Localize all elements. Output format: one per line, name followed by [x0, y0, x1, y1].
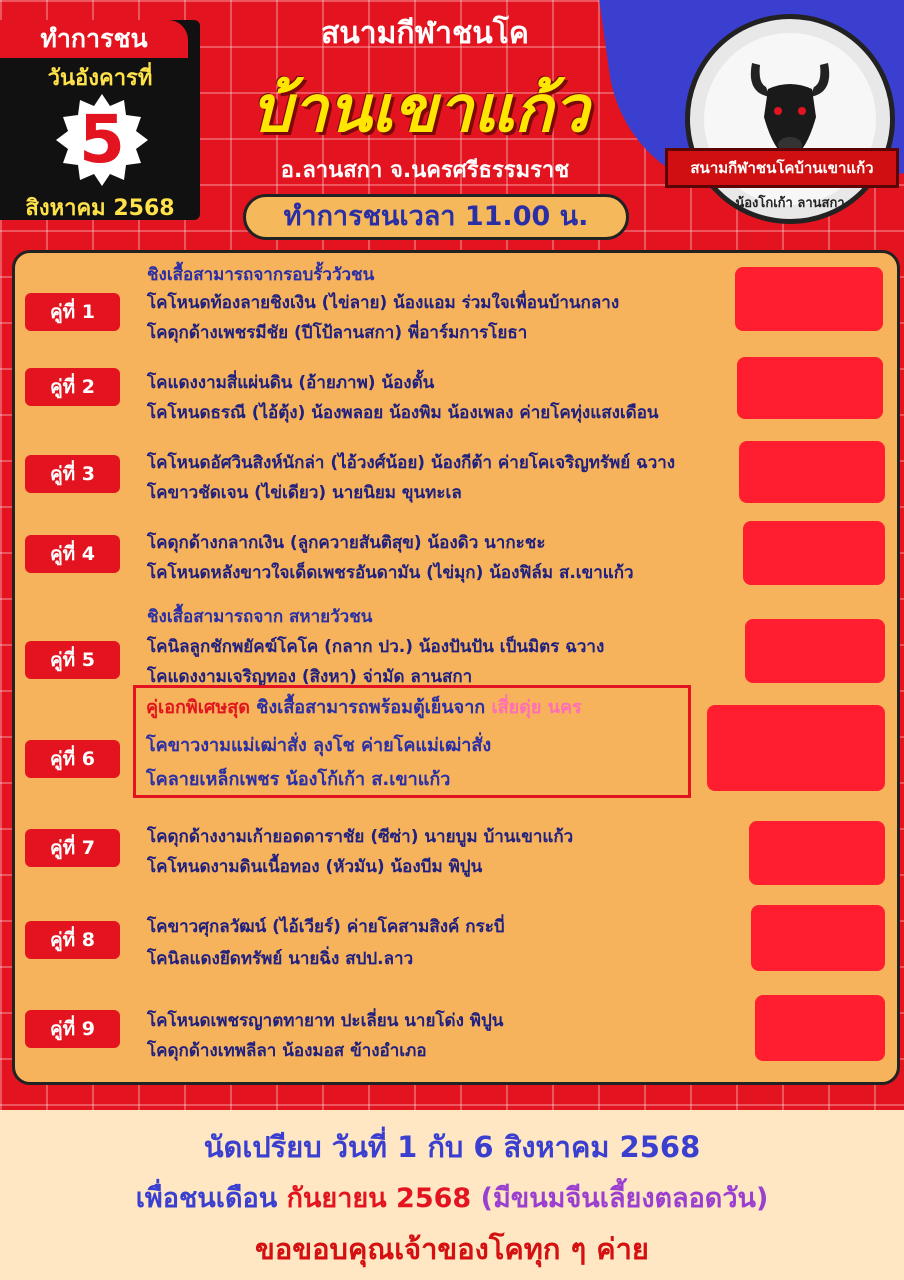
- pair-2-line-1: โคแดงงามสี่แผ่นดิน (อ้ายภาพ) น้องตั้น: [147, 373, 435, 393]
- pair-label-1: คู่ที่ 1: [25, 293, 120, 331]
- pair-label-9: คู่ที่ 9: [25, 1010, 120, 1048]
- redacted-block-7: [749, 821, 885, 885]
- pair-label-2: คู่ที่ 2: [25, 368, 120, 406]
- pair-1-line-1: โคโหนดท้องลายชิงเงิน (ไข่ลาย) น้องแอม ร่วมใจเพื่อนบ้านกลาง: [147, 293, 620, 313]
- pair-3-line-2: โคขาวชัดเจน (ไข่เดียว) นายนิยม ขุนทะเล: [147, 483, 462, 503]
- pair-1-line-2: โคดุกด้างเพชรมีชัย (ปีโป้ลานสกา) พี่อาร์มการโยธา: [147, 323, 528, 343]
- footer-banner: [0, 1110, 904, 1280]
- title-location: อ.ลานสกา จ.นครศรีธรรมราช: [280, 158, 570, 183]
- redacted-block-2: [737, 357, 883, 419]
- pair-label-7: คู่ที่ 7: [25, 829, 120, 867]
- redacted-block-5: [745, 619, 885, 683]
- footer-thanks: ขอขอบคุณเจ้าของโคทุก ๆ ค่าย: [255, 1232, 649, 1266]
- footer-next-event-note: (มีขนมจีนเลี้ยงตลอดวัน): [471, 1183, 769, 1214]
- pair-2-line-2: โคโหนดธรณี (ไอ้ตุ้ง) น้องพลอย น้องพิม น้องเพลง ค่ายโคทุ่งแสงเดือน: [147, 403, 659, 423]
- pair-3-line-1: โคโหนดอัศวินสิงห์นักล่า (ไอ้วงศ์น้อย) น้องกีต้า ค่ายโคเจริญทรัพย์ ฉวาง: [147, 453, 676, 473]
- title-main: บ้านเขาแก้ว: [251, 73, 589, 147]
- pair-label-3: คู่ที่ 3: [25, 455, 120, 493]
- date-number-seal: [54, 92, 150, 188]
- event-time-pill: ทำการชนเวลา 11.00 น.: [243, 194, 629, 240]
- footer-next-event-month: กันยายน 2568: [286, 1183, 472, 1214]
- featured-match-prize: ชิงเสื้อสามารถพร้อมตู้เย็นจาก: [249, 697, 492, 718]
- date-badge-day-label: วันอังคารที่: [47, 66, 153, 91]
- date-badge: [0, 20, 200, 220]
- title-top: สนามกีฬาชนโค: [320, 16, 529, 51]
- date-badge-header: ทำการชน: [0, 20, 188, 58]
- redacted-block-6: [707, 705, 885, 791]
- pair-5-line-2: โคแดงงามเจริญทอง (สิงหา) จ่ามัด ลานสกา: [147, 667, 473, 687]
- pair-6-line-1: โคขาวงามแม่เฒ่าสั่ง ลุงโช ค่ายโคแม่เฒ่าสั่ง: [146, 735, 492, 756]
- section-title-2: ชิงเสื้อสามารถจาก สหายวัวชน: [147, 607, 373, 627]
- featured-match-box: [133, 685, 691, 798]
- pair-6-line-2: โคลายเหล็กเพชร น้องโก้เก้า ส.เขาแก้ว: [146, 769, 451, 790]
- logo-bottom-text: น้องโกเก้า ลานสกา: [735, 196, 845, 211]
- featured-match-sponsor: เสี่ยดุ่ย นคร: [491, 697, 582, 718]
- date-badge-month-year: สิงหาคม 2568: [25, 196, 175, 221]
- logo-ribbon: สนามกีฬาชนโคบ้านเขาแก้ว: [665, 148, 899, 188]
- pair-8-line-1: โคขาวศุกลวัฒน์ (ไอ้เวียร์) ค่ายโคสามสิงค์ กระบี่: [147, 917, 505, 937]
- redacted-block-9: [755, 995, 885, 1061]
- footer-weigh-in-dates: นัดเปรียบ วันที่ 1 กับ 6 สิงหาคม 2568: [203, 1130, 701, 1164]
- redacted-block-8: [751, 905, 885, 971]
- pair-7-line-1: โคดุกด้างงามเก้ายอดดาราชัย (ซีซ่า) นายบูม บ้านเขาแก้ว: [147, 827, 574, 847]
- pair-label-8: คู่ที่ 8: [25, 921, 120, 959]
- section-title-1: ชิงเสื้อสามารถจากรอบรั้ววัวชน: [147, 265, 375, 285]
- featured-match-header: [146, 692, 582, 721]
- bull-head-icon: [744, 53, 836, 163]
- redacted-block-1: [735, 267, 883, 331]
- pair-4-line-2: โคโหนดหลังขาวใจเด็ดเพชรอันดามัน (ไข่มุก) น้องฟิล์ม ส.เขาแก้ว: [147, 563, 634, 583]
- pair-5-line-1: โคนิลลูกชักพยัคฆ์โคโค (กลาก ปว.) น้องปันปัน เป็นมิตร ฉวาง: [147, 637, 605, 657]
- pair-label-5: คู่ที่ 5: [25, 641, 120, 679]
- featured-match-tag: คู่เอกพิเศษสุด: [146, 697, 250, 718]
- redacted-block-4: [743, 521, 885, 585]
- pair-9-line-2: โคดุกด้างเทพลีลา น้องมอส ข้างอำเภอ: [147, 1041, 427, 1061]
- match-list-panel: [12, 250, 900, 1085]
- date-day-number: 5: [79, 101, 125, 178]
- footer-next-event-prefix: เพื่อชนเดือน: [135, 1183, 287, 1214]
- redacted-block-3: [739, 441, 885, 503]
- pair-7-line-2: โคโหนดงามดินเนื้อทอง (หัวมัน) น้องบีม พิปูน: [147, 857, 483, 877]
- pair-4-line-1: โคดุกด้างกลากเงิน (ลูกควายสันติสุข) น้องดิว นากะชะ: [147, 533, 546, 553]
- pair-9-line-1: โคโหนดเพชรญาตทายาท ปะเลี่ยน นายโด่ง พิปูน: [147, 1011, 504, 1031]
- pair-label-6: คู่ที่ 6: [25, 740, 120, 778]
- pair-8-line-2: โคนิลแดงยึดทรัพย์ นายฉิ่ง สปป.ลาว: [147, 949, 414, 969]
- pair-label-4: คู่ที่ 4: [25, 535, 120, 573]
- footer-next-event: [0, 1176, 904, 1219]
